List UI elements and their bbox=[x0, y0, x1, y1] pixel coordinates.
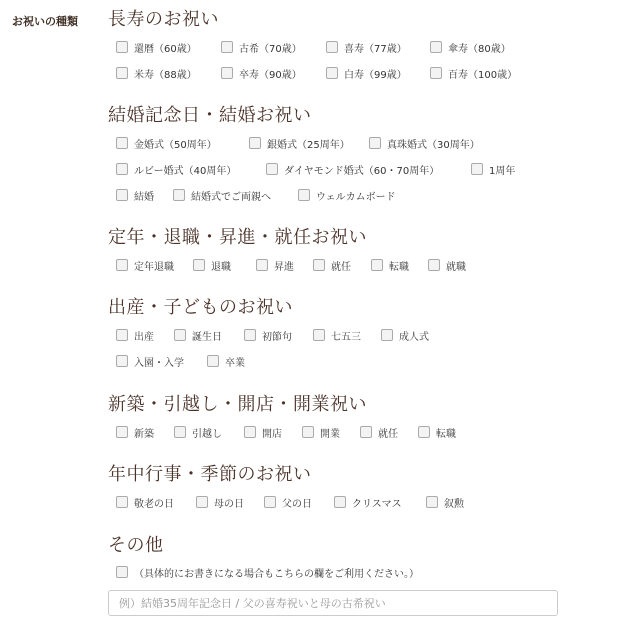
section-title: 年中行事・季節のお祝い bbox=[108, 464, 312, 485]
option-shichigosan[interactable]: 七五三 bbox=[313, 326, 361, 344]
option-first-anniversary[interactable]: 1周年 bbox=[471, 160, 515, 178]
option-wedding[interactable]: 結婚 bbox=[116, 186, 154, 204]
checkbox[interactable] bbox=[302, 426, 314, 438]
option-kiju[interactable]: 喜寿（77歳） bbox=[326, 38, 407, 56]
checkbox[interactable] bbox=[371, 259, 383, 271]
option-kanreki[interactable]: 還暦（60歳） bbox=[116, 38, 197, 56]
checkbox[interactable] bbox=[369, 137, 381, 149]
option-sotsuju[interactable]: 卒寿（90歳） bbox=[221, 64, 302, 82]
checkbox[interactable] bbox=[116, 137, 128, 149]
checkbox[interactable] bbox=[221, 67, 233, 79]
checkbox[interactable] bbox=[116, 67, 128, 79]
checkbox[interactable] bbox=[221, 41, 233, 53]
checkbox[interactable] bbox=[381, 329, 393, 341]
section-title: 結婚記念日・結婚お祝い bbox=[108, 105, 312, 126]
option-inauguration-2[interactable]: 就任 bbox=[360, 423, 398, 441]
option-school-entry[interactable]: 入園・入学 bbox=[116, 352, 184, 370]
checkbox[interactable] bbox=[360, 426, 372, 438]
section-new-home bbox=[108, 395, 367, 415]
option-retirement-age[interactable]: 定年退職 bbox=[116, 256, 174, 274]
section-wedding bbox=[108, 106, 312, 126]
checkbox[interactable] bbox=[196, 496, 208, 508]
checkbox[interactable] bbox=[244, 329, 256, 341]
option-moving[interactable]: 引越し bbox=[174, 423, 222, 441]
checkbox[interactable] bbox=[264, 496, 276, 508]
option-golden-wedding[interactable]: 金婚式（50周年） bbox=[116, 134, 217, 152]
section-title: 長寿のお祝い bbox=[108, 9, 219, 30]
option-diamond-wedding[interactable]: ダイヤモンド婚式（60・70周年） bbox=[266, 160, 439, 178]
option-inauguration[interactable]: 就任 bbox=[313, 256, 351, 274]
option-silver-wedding[interactable]: 銀婚式（25周年） bbox=[249, 134, 350, 152]
option-graduation[interactable]: 卒業 bbox=[207, 352, 245, 370]
option-birth[interactable]: 出産 bbox=[116, 326, 154, 344]
option-job-change-2[interactable]: 転職 bbox=[418, 423, 456, 441]
option-sanju[interactable]: 傘寿（80歳） bbox=[430, 38, 511, 56]
section-title: その他 bbox=[108, 535, 164, 556]
checkbox[interactable] bbox=[116, 329, 128, 341]
checkbox[interactable] bbox=[174, 329, 186, 341]
checkbox[interactable] bbox=[244, 426, 256, 438]
checkbox[interactable] bbox=[430, 41, 442, 53]
option-christmas[interactable]: クリスマス bbox=[334, 493, 402, 511]
checkbox[interactable] bbox=[430, 67, 442, 79]
checkbox[interactable] bbox=[418, 426, 430, 438]
checkbox[interactable] bbox=[116, 426, 128, 438]
section-seasonal bbox=[108, 465, 312, 485]
checkbox[interactable] bbox=[471, 163, 483, 175]
option-other[interactable]: （具体的にお書きになる場合もこちらの欄をご利用ください。） bbox=[116, 563, 419, 581]
checkbox[interactable] bbox=[428, 259, 440, 271]
checkbox[interactable] bbox=[193, 259, 205, 271]
option-birthday[interactable]: 誕生日 bbox=[174, 326, 222, 344]
option-store-opening[interactable]: 開店 bbox=[244, 423, 282, 441]
option-new-build[interactable]: 新築 bbox=[116, 423, 154, 441]
checkbox[interactable] bbox=[116, 41, 128, 53]
checkbox[interactable] bbox=[249, 137, 261, 149]
other-details-input[interactable] bbox=[108, 590, 558, 616]
section-longevity bbox=[108, 10, 219, 30]
option-beiju[interactable]: 米寿（88歳） bbox=[116, 64, 197, 82]
checkbox[interactable] bbox=[256, 259, 268, 271]
checkbox[interactable] bbox=[334, 496, 346, 508]
checkbox[interactable] bbox=[116, 189, 128, 201]
checkbox[interactable] bbox=[116, 566, 128, 578]
option-to-parents[interactable]: 結婚式でご両親へ bbox=[173, 186, 271, 204]
checkbox[interactable] bbox=[116, 163, 128, 175]
checkbox[interactable] bbox=[326, 41, 338, 53]
option-promotion[interactable]: 昇進 bbox=[256, 256, 294, 274]
section-title: 新築・引越し・開店・開業祝い bbox=[108, 394, 367, 415]
checkbox[interactable] bbox=[313, 329, 325, 341]
checkbox[interactable] bbox=[174, 426, 186, 438]
option-decoration[interactable]: 叙勲 bbox=[426, 493, 464, 511]
checkbox[interactable] bbox=[116, 496, 128, 508]
option-koki[interactable]: 古希（70歳） bbox=[221, 38, 302, 56]
checkbox[interactable] bbox=[426, 496, 438, 508]
checkbox[interactable] bbox=[326, 67, 338, 79]
option-respect-aged-day[interactable]: 敬老の日 bbox=[116, 493, 174, 511]
checkbox[interactable] bbox=[313, 259, 325, 271]
option-pearl-wedding[interactable]: 真珠婚式（30周年） bbox=[369, 134, 480, 152]
option-fathers-day[interactable]: 父の日 bbox=[264, 493, 312, 511]
option-employment[interactable]: 就職 bbox=[428, 256, 466, 274]
option-ruby-wedding[interactable]: ルビー婚式（40周年） bbox=[116, 160, 236, 178]
section-retirement bbox=[108, 228, 367, 248]
checkbox[interactable] bbox=[266, 163, 278, 175]
option-hyakuju[interactable]: 百寿（100歳） bbox=[430, 64, 517, 82]
option-business-opening[interactable]: 開業 bbox=[302, 423, 340, 441]
option-welcome-board[interactable]: ウェルカムボード bbox=[298, 186, 396, 204]
checkbox[interactable] bbox=[173, 189, 185, 201]
option-retirement[interactable]: 退職 bbox=[193, 256, 231, 274]
checkbox[interactable] bbox=[116, 259, 128, 271]
section-title: 出産・子どものお祝い bbox=[108, 297, 293, 318]
category-label: お祝いの種類 bbox=[12, 15, 78, 28]
section-title: 定年・退職・昇進・就任お祝い bbox=[108, 227, 367, 248]
checkbox[interactable] bbox=[116, 355, 128, 367]
section-birth bbox=[108, 298, 293, 318]
checkbox[interactable] bbox=[207, 355, 219, 367]
option-job-change[interactable]: 転職 bbox=[371, 256, 409, 274]
option-hatsuzekku[interactable]: 初節句 bbox=[244, 326, 292, 344]
checkbox[interactable] bbox=[298, 189, 310, 201]
option-mothers-day[interactable]: 母の日 bbox=[196, 493, 244, 511]
option-hakuju[interactable]: 白寿（99歳） bbox=[326, 64, 407, 82]
section-other bbox=[108, 536, 164, 556]
option-coming-of-age[interactable]: 成人式 bbox=[381, 326, 429, 344]
